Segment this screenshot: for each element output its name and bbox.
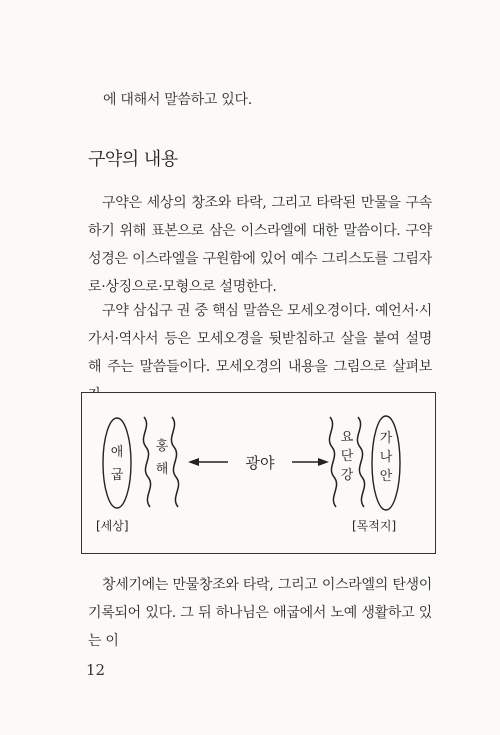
world-label: [세상] (96, 519, 129, 533)
red-sea-label: 홍 해 (155, 439, 169, 477)
egypt-label: 애 굽 (110, 445, 124, 483)
wilderness-label: 광야 (245, 454, 275, 472)
destination-label: [목적지] (352, 519, 397, 533)
page-number: 12 (86, 661, 106, 679)
paragraph-2: 구약 삼십구 권 중 핵심 말씀은 모세오경이다. 예언서·시가서·역사서 등은 모세오경을 뒷받침하고 살을 붙여 설명해 주는 말씀들이다. 모세오경의 내용을 그림으로 살펴보 (88, 303, 432, 375)
moses-five-books-diagram (81, 392, 436, 554)
jordan-wave-left (329, 417, 336, 507)
paragraph-1: 구약은 세상의 창조와 타락, 그리고 타락된 만물을 구속하기 위해 표본으로 삼은 이스라엘에 대한 말씀이다. 구약성경은 이스라엘을 구원함에 있어 예수 그리스도를 그림자로·상징으로·모형으로 설명한다. (88, 195, 432, 295)
red-sea-wave-left (143, 417, 150, 507)
intro-line: 에 대해서 말씀하고 있다. (103, 92, 252, 108)
paragraph-3: 창세기에는 만물창조와 타락, 그리고 이스라엘의 탄생이 기록되어 있다. 그 뒤 하나님은 애굽에서 노예 생활하고 있는 이 (88, 577, 432, 649)
canaan-label: 가 나 안 (379, 431, 393, 484)
arrow-left-head (188, 458, 199, 466)
section-title: 구약의 내용 (88, 149, 178, 170)
jordan-label: 요 단 강 (340, 430, 354, 483)
arrow-right-head (318, 458, 329, 466)
red-sea-wave-right (171, 417, 178, 507)
jordan-wave-right (357, 417, 364, 507)
